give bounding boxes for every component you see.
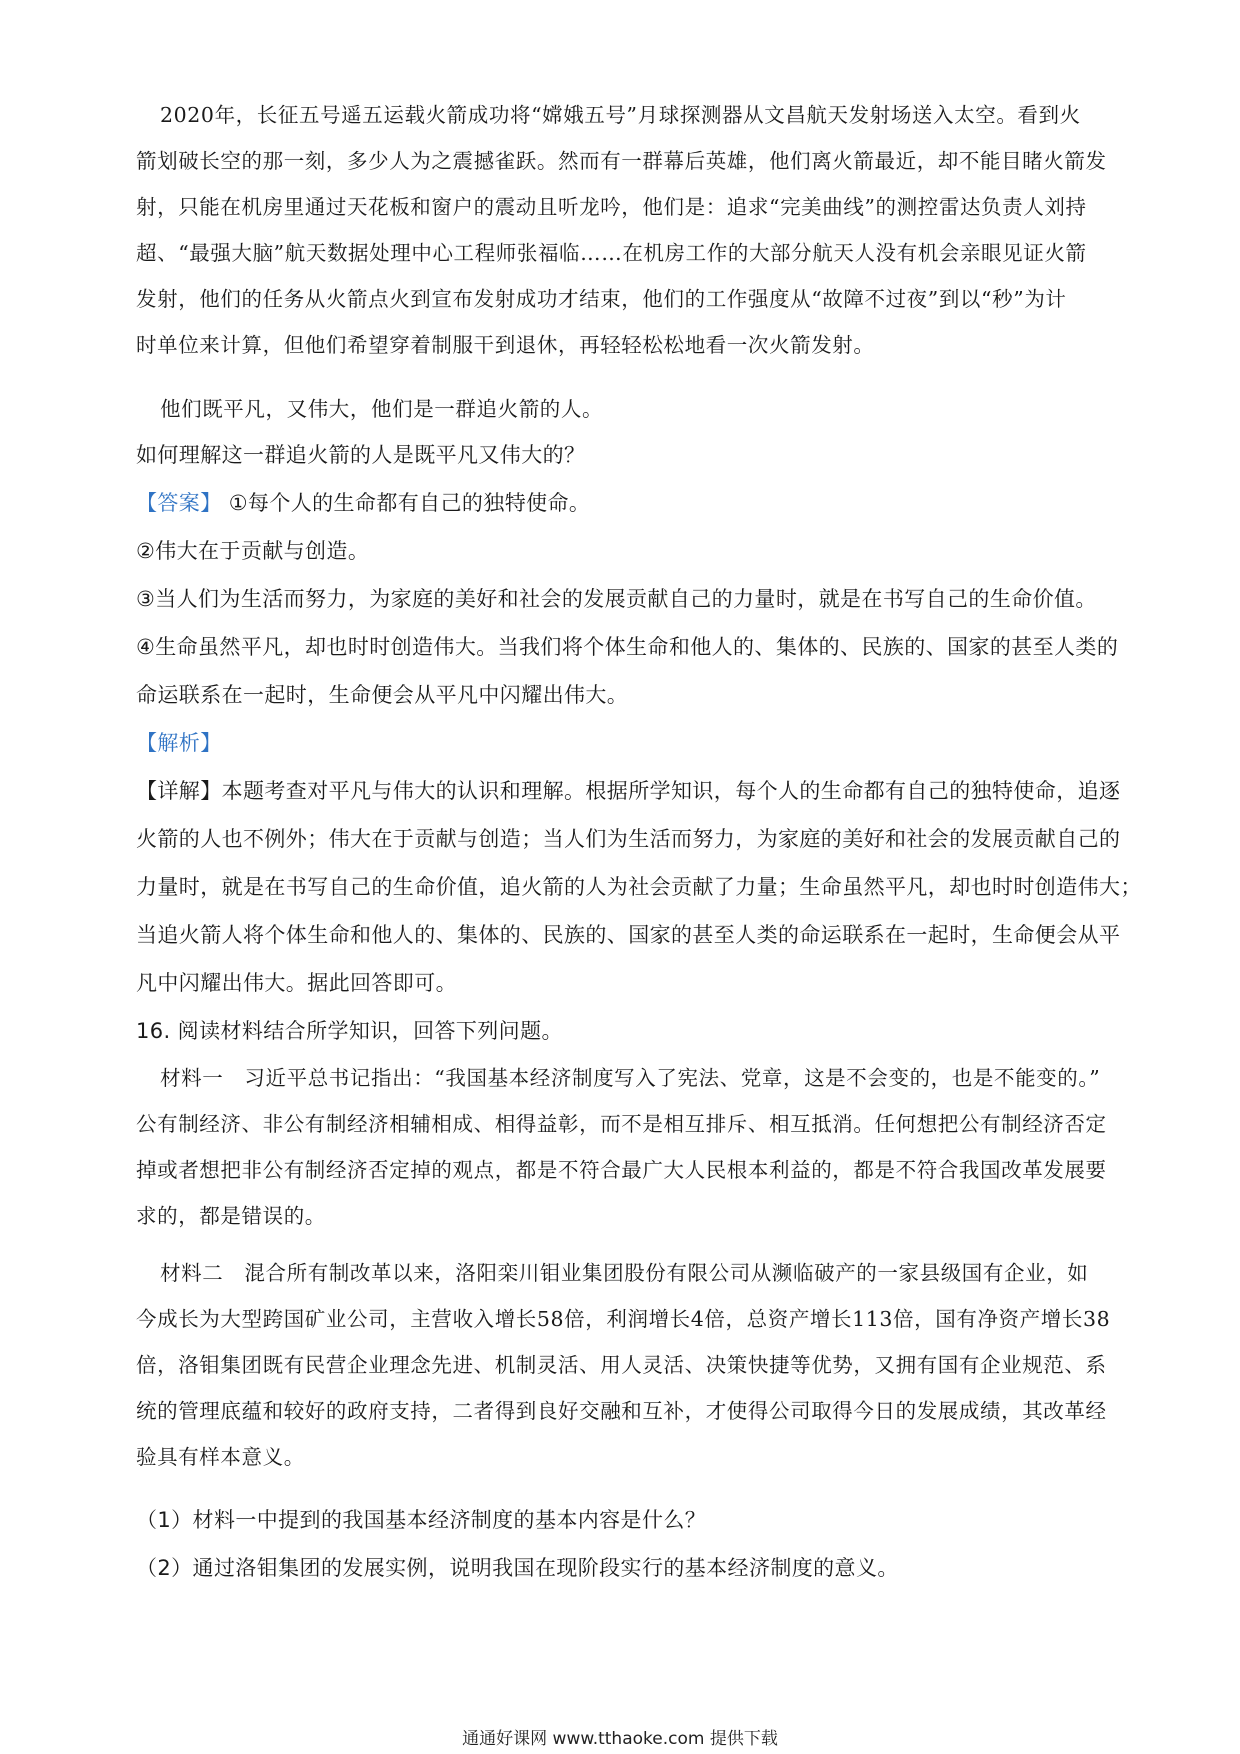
sub-question-2: （2）通过洛钼集团的发展实例，说明我国在现阶段实行的基本经济制度的意义。 xyxy=(136,1556,899,1580)
material-line: 求的，都是错误的。 xyxy=(136,1204,326,1228)
analysis-tag: 【解析】 xyxy=(136,731,222,755)
footer-watermark: 通通好课网 www.tthaoke.com 提供下载 xyxy=(462,1729,778,1749)
question-16-title: 16. 阅读材料结合所学知识，回答下列问题。 xyxy=(136,1019,563,1043)
material-line: 验具有样本意义。 xyxy=(136,1445,305,1469)
material-line: 倍，洛钼集团既有民营企业理念先进、机制灵活、用人灵活、决策快捷等优势，又拥有国有企业规范、系 xyxy=(136,1353,1107,1377)
passage-line: 射，只能在机房里通过天花板和窗户的震动且听龙吟，他们是：追求“完美曲线”的测控雷达负责人刘持 xyxy=(136,195,1087,219)
material-line: 今成长为大型跨国矿业公司，主营收入增长58倍，利润增长4倍，总资产增长113倍，国有净资产增长38 xyxy=(136,1307,1111,1331)
answer-point: ②伟大在于贡献与创造。 xyxy=(136,539,370,563)
analysis-line: 【详解】本题考查对平凡与伟大的认识和理解。根据所学知识，每个人的生命都有自己的独特使命，追逐 xyxy=(136,779,1121,803)
sub-question-1: （1）材料一中提到的我国基本经济制度的基本内容是什么？ xyxy=(136,1508,707,1532)
analysis-line: 当追火箭人将个体生命和他人的、集体的、民族的、国家的甚至人类的命运联系在一起时，生命便会从平 xyxy=(136,923,1121,947)
analysis-line: 力量时，就是在书写自己的生命价值，追火箭的人为社会贡献了力量；生命虽然平凡，却也时时创造伟大； xyxy=(136,875,1142,899)
material-line: 统的管理底蕴和较好的政府支持，二者得到良好交融和互补，才使得公司取得今日的发展成绩，其改革经 xyxy=(136,1399,1107,1423)
passage xyxy=(136,92,1131,368)
question: 如何理解这一群追火箭的人是既平凡又伟大的？ xyxy=(136,443,586,467)
material-one xyxy=(136,1055,1131,1239)
material-line: 公有制经济、非公有制经济相辅相成、相得益彰，而不是相互排斥、相互抵消。任何想把公有制经济否定 xyxy=(136,1112,1107,1136)
sub-questions xyxy=(136,1496,1131,1592)
material-two xyxy=(136,1250,1131,1480)
answer-section xyxy=(136,479,1131,719)
answer-tag: 【答案】 xyxy=(136,491,222,515)
passage-line: 2020年，长征五号遥五运载火箭成功将“嫦娥五号”月球探测器从文昌航天发射场送入太空。看到火 xyxy=(160,103,1081,127)
analysis-line: 火箭的人也不例外；伟大在于贡献与创造；当人们为生活而努力，为家庭的美好和社会的发展贡献自己的 xyxy=(136,827,1121,851)
passage-summary: 他们既平凡，又伟大，他们是一群追火箭的人。 xyxy=(160,397,604,421)
material-line: 掉或者想把非公有制经济否定掉的观点，都是不符合最广大人民根本利益的，都是不符合我国改革发展要 xyxy=(136,1158,1107,1182)
analysis-section xyxy=(136,719,1142,1007)
answer-first-line xyxy=(136,479,1131,527)
material-line: 材料一 习近平总书记指出：“我国基本经济制度写入了宪法、党章，这是不会变的，也是不能变的。” xyxy=(160,1066,1101,1090)
answer-point: ④生命虽然平凡，却也时时创造伟大。当我们将个体生命和他人的、集体的、民族的、国家的甚至人类的 xyxy=(136,635,1119,659)
answer-point: ①每个人的生命都有自己的独特使命。 xyxy=(228,491,591,515)
answer-point: ③当人们为生活而努力，为家庭的美好和社会的发展贡献自己的力量时，就是在书写自己的生命价值。 xyxy=(136,587,1097,611)
passage-line: 时单位来计算，但他们希望穿着制服干到退休，再轻轻松松地看一次火箭发射。 xyxy=(136,333,875,357)
passage-line: 超、“最强大脑”航天数据处理中心工程师张福临……在机房工作的大部分航天人没有机会亲眼见证火箭 xyxy=(136,241,1087,265)
analysis-line: 凡中闪耀出伟大。据此回答即可。 xyxy=(136,971,457,995)
passage-line: 箭划破长空的那一刻，多少人为之震撼雀跃。然而有一群幕后英雄，他们离火箭最近，却不能目睹火箭发 xyxy=(136,149,1107,173)
passage-line: 发射，他们的任务从火箭点火到宣布发射成功才结束，他们的工作强度从“故障不过夜”到以“秒”为计 xyxy=(136,287,1067,311)
answer-point: 命运联系在一起时，生命便会从平凡中闪耀出伟大。 xyxy=(136,683,629,707)
material-line: 材料二 混合所有制改革以来，洛阳栾川钼业集团股份有限公司从濒临破产的一家县级国有企业，如 xyxy=(160,1261,1089,1285)
